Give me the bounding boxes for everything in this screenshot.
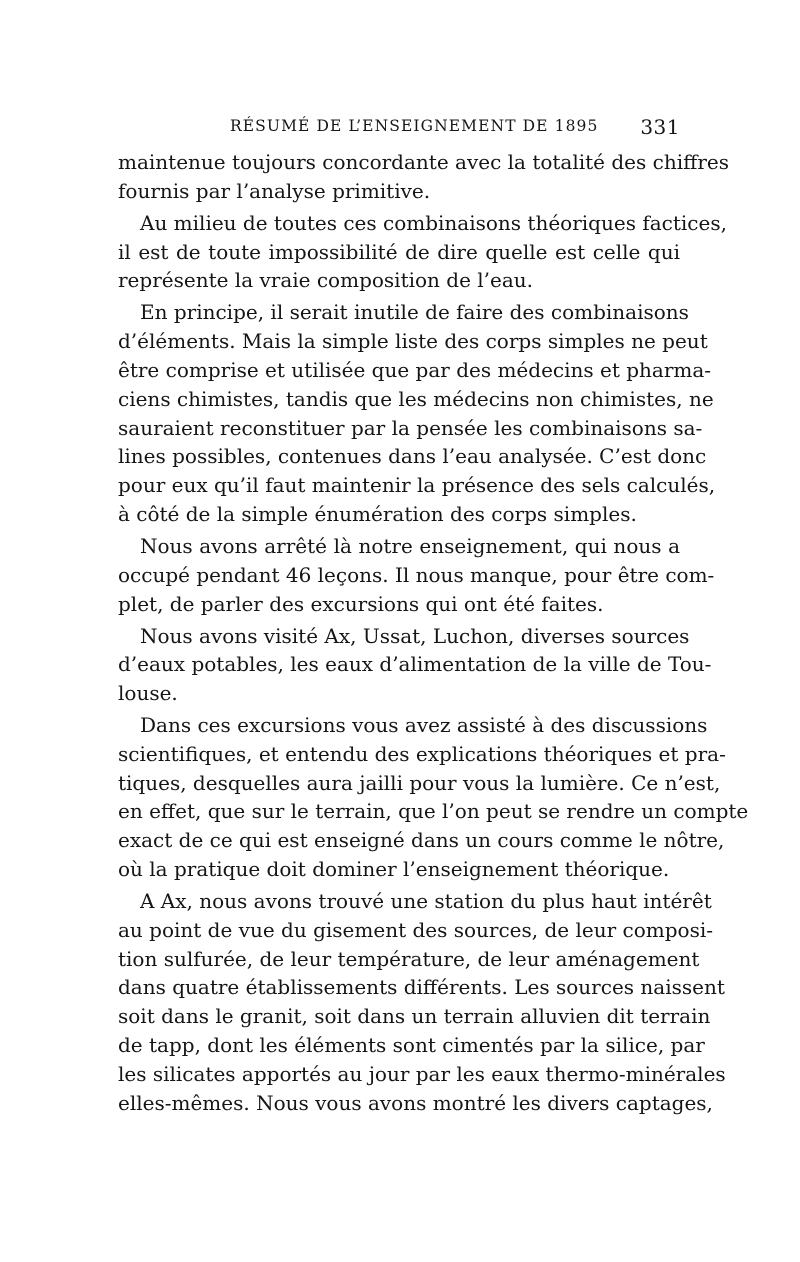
text-line: les silicates apportés au jour par les eaux thermo-minérales bbox=[118, 1061, 726, 1086]
page-header bbox=[118, 115, 680, 143]
text-line: En principe, il serait inutile de faire des combinaisons bbox=[140, 300, 689, 325]
paragraph bbox=[118, 711, 749, 884]
text-line: maintenue toujours concordante avec la totalité des chiffres bbox=[118, 150, 729, 174]
paragraph bbox=[118, 298, 716, 528]
running-title: RÉSUMÉ DE L’ENSEIGNEMENT DE 1895 bbox=[230, 117, 599, 135]
paragraph bbox=[118, 532, 715, 618]
text-line: en effet, que sur le terrain, que l’on peut se rendre un compte bbox=[118, 799, 749, 824]
text-line: Nous avons visité Ax, Ussat, Luchon, diverses sources bbox=[140, 623, 690, 648]
text-line: scientifiques, et entendu des explications théoriques et pra- bbox=[118, 741, 726, 766]
text-line: louse. bbox=[118, 681, 178, 706]
paragraph bbox=[118, 148, 729, 206]
page-number: 331 bbox=[640, 115, 680, 139]
text-line: où la pratique doit dominer l’enseignement théorique. bbox=[118, 857, 670, 882]
text-line: elles-mêmes. Nous vous avons montré les divers captages, bbox=[118, 1090, 713, 1115]
text-line: tion sulfurée, de leur température, de leur aménagement bbox=[118, 946, 700, 971]
text-line: d’éléments. Mais la simple liste des corps simples ne peut bbox=[118, 329, 708, 354]
text-line: pour eux qu’il faut maintenir la présence des sels calculés, bbox=[118, 473, 716, 498]
text-line: soit dans le granit, soit dans un terrain alluvien dit terrain bbox=[118, 1004, 711, 1029]
text-line: Dans ces excursions vous avez assisté à des discussions bbox=[140, 713, 708, 738]
text-line: d’eaux potables, les eaux d’alimentation de la ville de Tou- bbox=[118, 652, 712, 677]
text-line: au point de vue du gisement des sources, de leur composi- bbox=[118, 917, 713, 942]
text-line: fournis par l’analyse primitive. bbox=[118, 178, 431, 203]
text-line: occupé pendant 46 leçons. Il nous manque, pour être com- bbox=[118, 562, 715, 587]
text-line: dans quatre établissements différents. Les sources naissent bbox=[118, 975, 725, 1000]
text-line: exact de ce qui est enseigné dans un cours comme le nôtre, bbox=[118, 828, 725, 853]
paragraph bbox=[118, 622, 712, 708]
paragraph bbox=[118, 209, 727, 295]
text-line: de tapp, dont les éléments sont cimentés par la silice, par bbox=[118, 1033, 705, 1058]
text-line: ciens chimistes, tandis que les médecins non chimistes, ne bbox=[118, 386, 714, 411]
text-line: sauraient reconstituer par la pensée les combinaisons sa- bbox=[118, 415, 703, 440]
text-line: Au milieu de toutes ces combinaisons théoriques factices, bbox=[140, 210, 727, 235]
paragraph bbox=[118, 887, 726, 1117]
text-line: A Ax, nous avons trouvé une station du plus haut intérêt bbox=[140, 889, 712, 914]
body-text bbox=[118, 148, 749, 1121]
text-line: représente la vraie composition de l’eau. bbox=[118, 268, 534, 293]
text-line: plet, de parler des excursions qui ont été faites. bbox=[118, 591, 604, 616]
text-line: à côté de la simple énumération des corps simples. bbox=[118, 501, 637, 526]
text-line: lines possibles, contenues dans l’eau analysée. C’est donc bbox=[118, 444, 707, 469]
text-line: Nous avons arrêté là notre enseignement, qui nous a bbox=[140, 533, 680, 558]
text-line: il est de toute impossibilité de dire quelle est celle qui bbox=[118, 239, 680, 264]
text-line: tiques, desquelles aura jailli pour vous la lumière. Ce n’est, bbox=[118, 770, 721, 795]
text-line: être comprise et utilisée que par des médecins et pharma- bbox=[118, 357, 712, 382]
